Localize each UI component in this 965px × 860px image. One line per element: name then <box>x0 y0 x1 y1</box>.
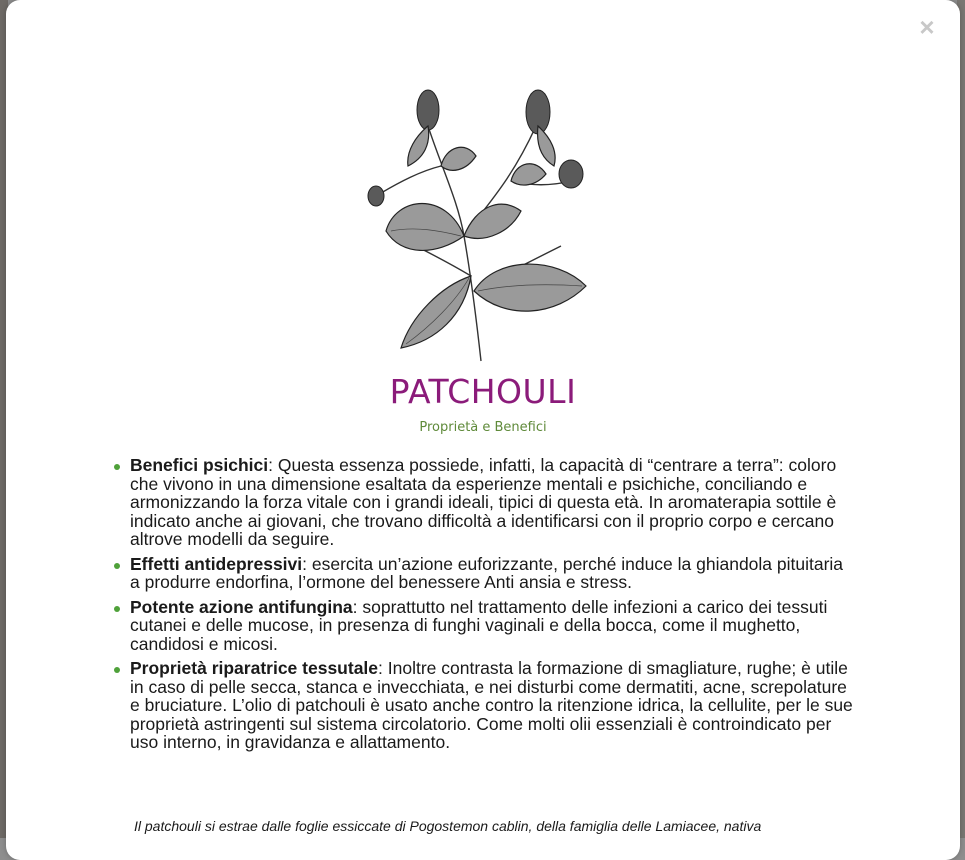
product-modal <box>6 0 960 860</box>
benefit-term: Potente azione antifungina <box>130 596 353 617</box>
benefit-text: : Inoltre contrasta la formazione di smagliature, rughe; è utile in caso di pelle secca, stanca e invecchiata, e nei disturbi come dermatiti, acne, screpolature e bruciature. L’olio di patchouli è usato anche contro la ritenzione idrica, la cellulite, per le sue proprietà astringenti sul sistema circolatorio. Come molti olii essenziali è controindicato per uso interno, in gravidanza e allattamento. <box>130 658 853 752</box>
list-item <box>114 598 854 654</box>
benefit-term: Effetti antidepressivi <box>130 553 303 574</box>
benefits-list <box>114 456 854 752</box>
benefits-content <box>114 456 854 758</box>
close-icon[interactable]: × <box>919 12 935 42</box>
page-title: PATCHOULI <box>389 372 577 411</box>
list-item <box>114 456 854 549</box>
benefit-term: Benefici psichici <box>130 455 269 475</box>
benefit-text: : esercita un’azione euforizzante, perché induce la ghiandola pituitaria a produrre endorfina, l’ormone del benessere Anti ansia e stress. <box>130 553 844 592</box>
benefit-text: : soprattutto nel trattamento delle infezioni a carico dei tessuti cutanei e delle mucose, in presenza di funghi vaginali e della bocca, come il mughetto, candidosi e micosi. <box>130 596 828 654</box>
page-subtitle: Proprietà e Benefici <box>419 420 547 435</box>
list-item <box>114 659 854 752</box>
benefit-term: Proprietà riparatrice tessutale <box>130 658 379 678</box>
benefit-text: : Questa essenza possiede, infatti, la capacità di “centrare a terra”: coloro che vivono in una dimensione esaltata da esperienze mentali e psichiche, conciliando e armonizzando la forza vitale con i grandi ideali, tipici di questa età. In aromaterapia sottile è indicato anche ai giovani, che trovano difficoltà a identificarsi con il proprio corpo e cercano altrove modelli da seguire. <box>130 455 837 549</box>
list-item <box>114 555 854 592</box>
patchouli-plant-illustration <box>346 86 606 366</box>
origin-note: Il patchouli si estrae dalle foglie essiccate di Pogostemon cablin, della famiglia delle Lamiacee, nativa <box>134 818 762 834</box>
